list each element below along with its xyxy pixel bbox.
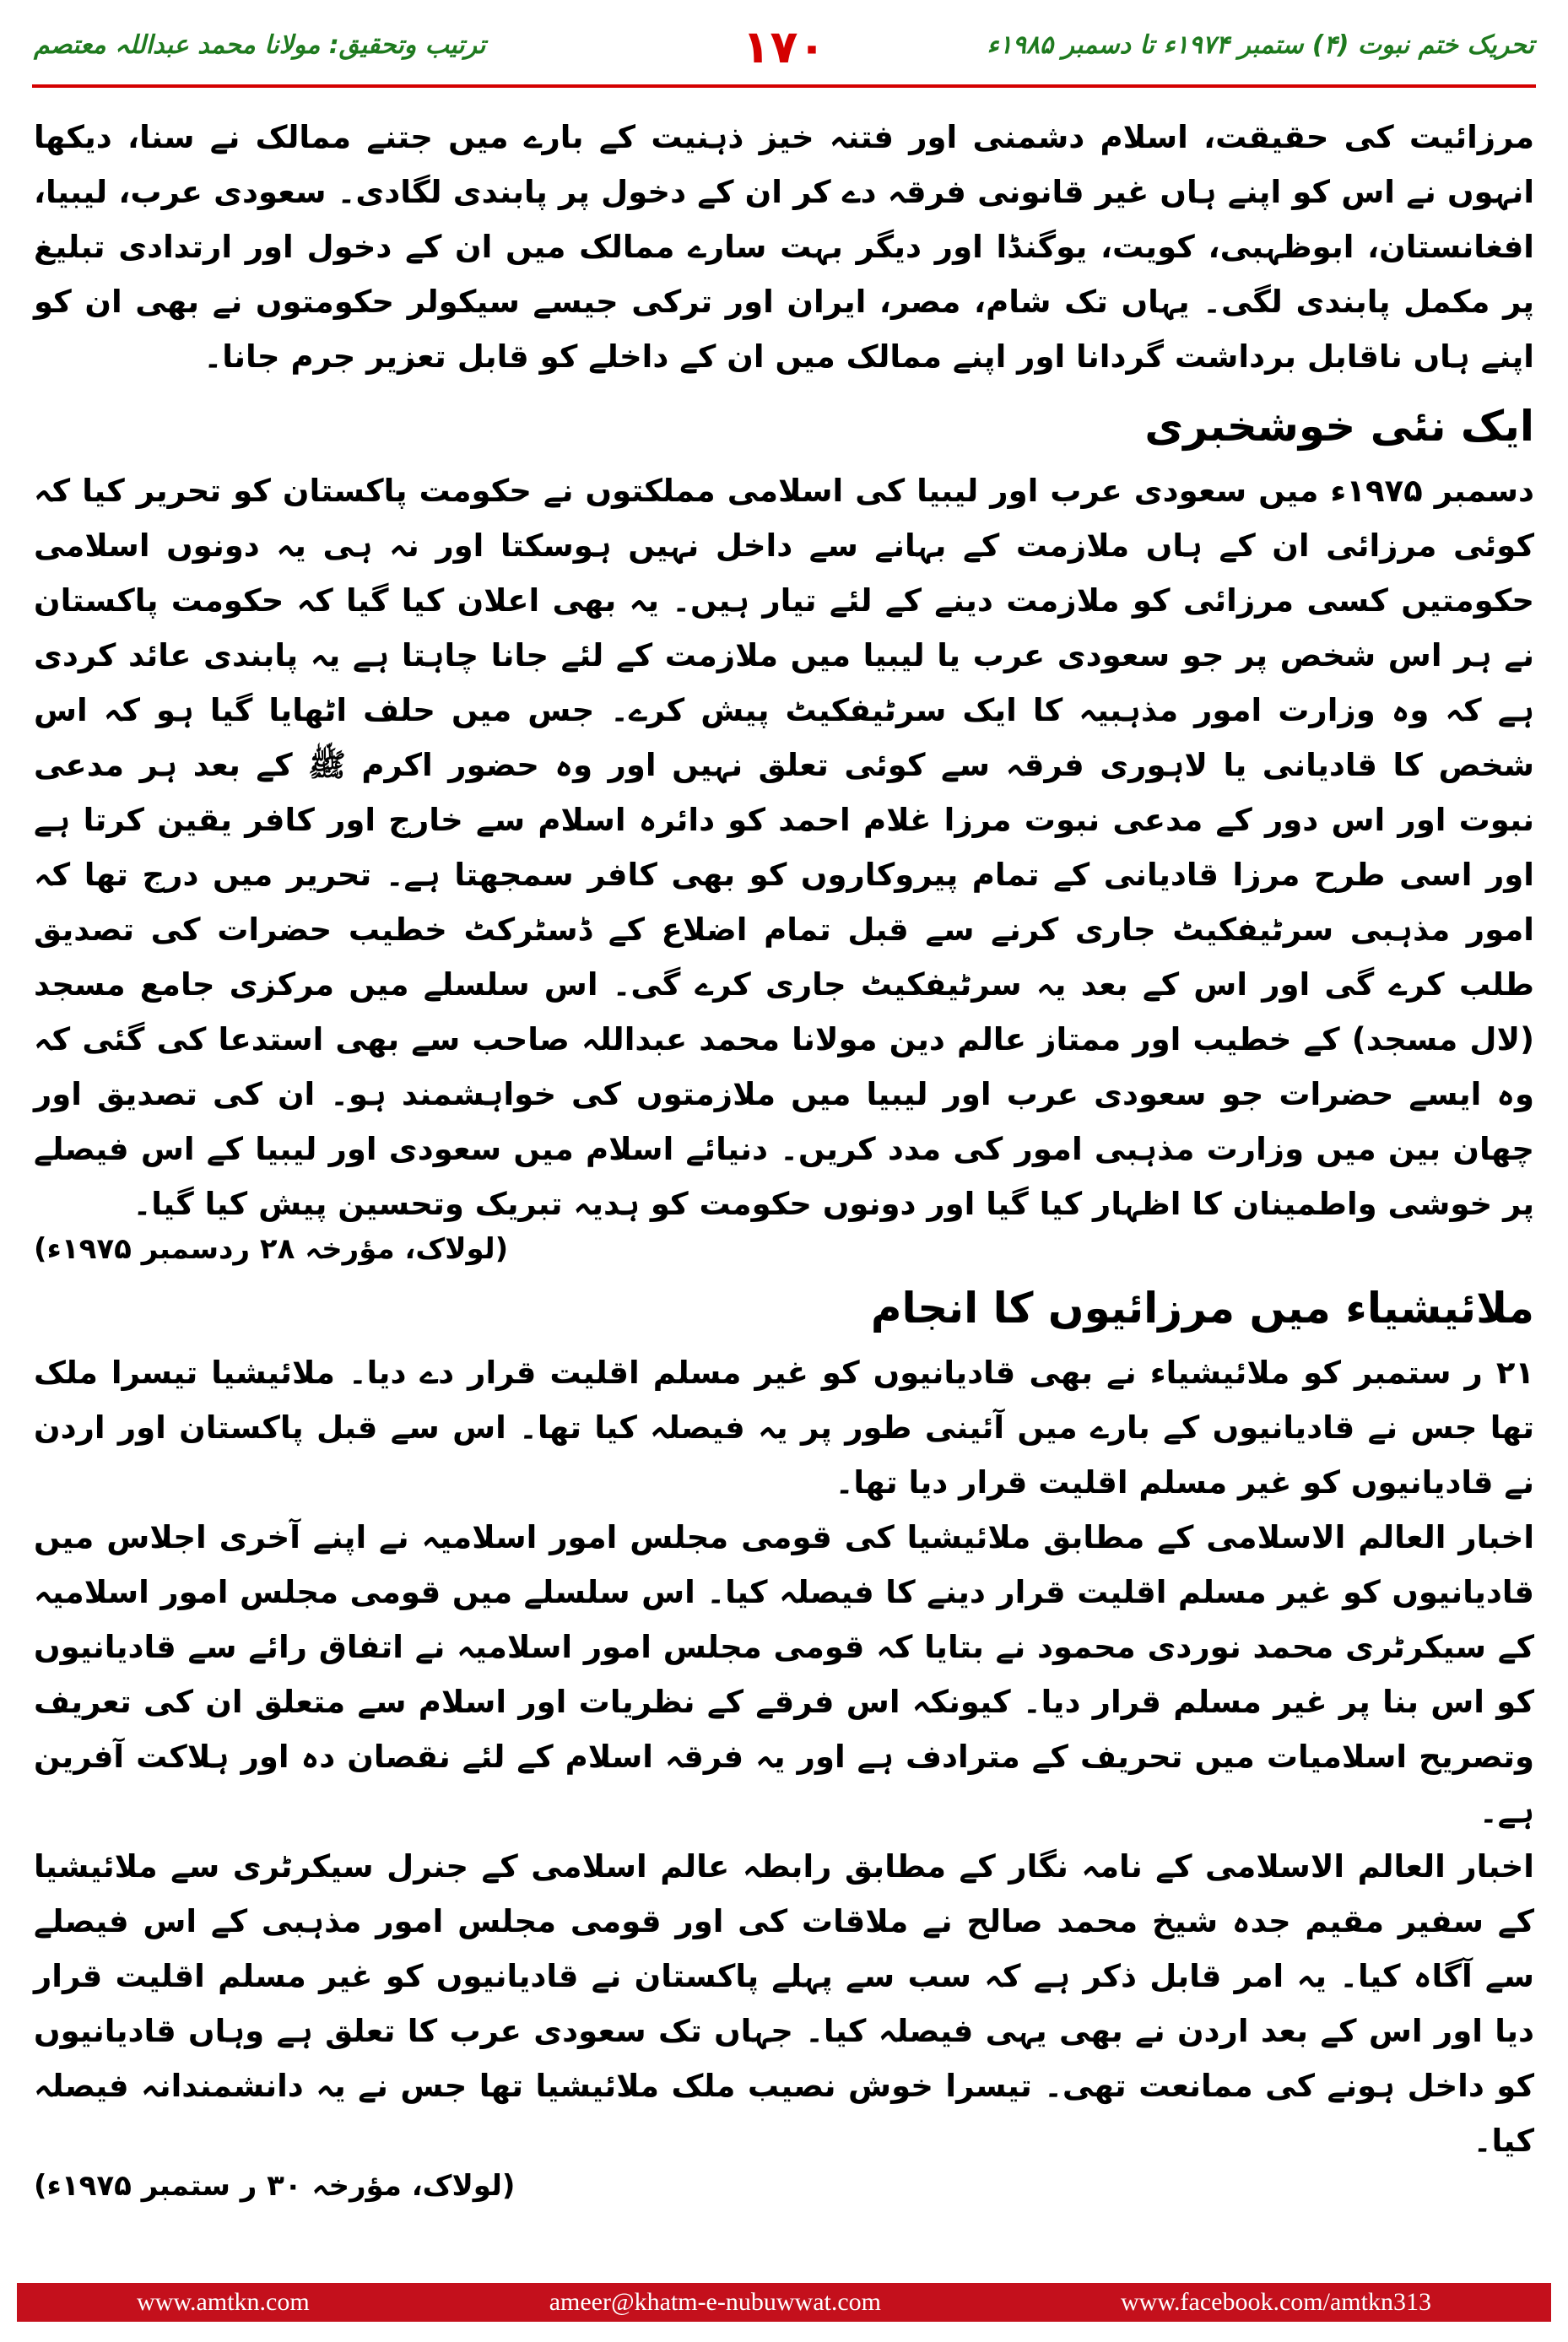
citation-laulak-dec: (لولاک، مؤرخہ ۲۸ ردسمبر ۱۹۷۵ء) bbox=[34, 1232, 509, 1266]
citation-laulak-sep: (لولاک، مؤرخہ ۳۰ ر ستمبر ۱۹۷۵ء) bbox=[34, 2169, 516, 2203]
paragraph-ambassador: اخبار العالم الاسلامی کے نامہ نگار کے مطابق رابطہ عالم اسلامی کے جنرل سیکرٹری سے ملائیشیا کے سفیر مقیم جدہ شیخ محمد صالح نے ملاقات کی اور قومی مجلس امور مذہبی کے اس فیصلے سے آگاہ کیا۔ یہ امر قابل ذکر ہے کہ سب سے پہلے پاکستان نے قادیانیوں کو غیر مسلم اقلیت قرار دیا اور اس کے بعد اردن نے بھی یہی فیصلہ کیا۔ جہاں تک سعودی عرب کا تعلق ہے وہاں قادیانیوں کو داخل ہونے کی ممانعت تھی۔ تیسرا خوش نصیب ملک ملائیشیا تھا جس نے یہ دانشمندانہ فیصلہ کیا۔ bbox=[34, 1848, 1534, 2159]
book-title: تحریک ختم نبوت (۴) ستمبر ۱۹۷۴ء تا دسمبر ۱۹۸۵ء bbox=[987, 30, 1534, 60]
section-heading-good-news: ایک نئی خوشخبری bbox=[1144, 402, 1534, 451]
page-header bbox=[34, 20, 1534, 76]
citation-row-2 bbox=[34, 2168, 1534, 2203]
footer-bar bbox=[17, 2283, 1551, 2322]
paragraph-saudi-libya: دسمبر ۱۹۷۵ء میں سعودی عرب اور لیبیا کی اسلامی مملکتوں نے حکومت پاکستان کو تحریر کیا کہ کوئی مرزائی ان کے ہاں ملازمت کے بہانے سے داخل نہیں ہوسکتا اور نہ ہی یہ دونوں اسلامی حکومتیں کسی مرزائی کو ملازمت دینے کے لئے تیار ہیں۔ یہ بھی اعلان کیا گیا کہ حکومت پاکستان نے ہر اس شخص پر جو سعودی عرب یا لیبیا میں ملازمت کے لئے جانا چاہتا ہے یہ پابندی عائد کردی ہے کہ وہ وزارت امور مذہبیہ کا ایک سرٹیفکیٹ پیش کرے۔ جس میں حلف اٹھایا گیا ہو کہ اس شخص کا قادیانی یا لاہوری فرقہ سے کوئی تعلق نہیں اور وہ حضور اکرم ﷺ کے بعد ہر مدعی نبوت اور اس دور کے مدعی نبوت مرزا غلام احمد کو دائرہ اسلام سے خارج اور کافر یقین کرتا ہے اور اسی طرح مرزا قادیانی کے تمام پیروکاروں کو بھی کافر سمجھتا ہے۔ تحریر میں درج تھا کہ امور مذہبی سرٹیفکیٹ جاری کرنے سے قبل تمام اضلاع کے ڈسٹرکٹ خطیب حضرات کی تصدیق طلب کرے گی اور اس کے بعد یہ سرٹیفکیٹ جاری کرے گی۔ اس سلسلے میں مرکزی جامع مسجد (لال مسجد) کے خطیب اور ممتاز عالم دین مولانا محمد عبداللہ صاحب سے بھی استدعا کی گئی کہ وہ ایسے حضرات جو سعودی عرب اور لیبیا میں ملازمتوں کی خواہشمند ہو۔ ان کی تصدیق اور چھان بین میں وزارت مذہبی امور کی مدد کریں۔ دنیائے اسلام میں سعودی اور لیبیا کے اس فیصلے پر خوشی واطمینان کا اظہار کیا گیا اور دونوں حکومت کو ہدیہ تبریک وتحسین پیش کیا گیا۔ bbox=[34, 473, 1535, 1222]
facebook-link[interactable]: www.facebook.com/amtkn313 bbox=[1121, 2288, 1431, 2316]
paragraph-akhbar-report: اخبار العالم الاسلامی کے مطابق ملائیشیا کی قومی مجلس امور اسلامیہ نے اپنے آخری اجلاس میں قادیانیوں کو غیر مسلم اقلیت قرار دینے کا فیصلہ کیا۔ اس سلسلے میں قومی مجلس امور اسلامیہ کے سیکرٹری محمد نوردی محمود نے بتایا کہ قومی مجلس امور اسلامیہ نے اتفاق رائے سے قادیانیوں کو اس بنا پر غیر مسلم قرار دیا۔ کیونکہ اس فرقے کے نظریات اور اسلام سے متعلق ان کی تعریف وتصریح اسلامیات میں تحریف کے مترادف ہے اور یہ فرقہ اسلام کے لئے نقصان دہ اور ہلاکت آفرین ہے۔ bbox=[34, 1519, 1534, 1830]
page-content bbox=[34, 110, 1534, 2203]
paragraph-malaysia-decision: ۲۱ ر ستمبر کو ملائیشیاء نے بھی قادیانیوں کو غیر مسلم اقلیت قرار دے دیا۔ ملائیشیا تیسرا ملک تھا جس نے قادیانیوں کے بارے میں آئینی طور پر یہ فیصلہ کیا تھا۔ اس سے قبل پاکستان اور اردن نے قادیانیوں کو غیر مسلم اقلیت قرار دیا تھا۔ bbox=[34, 1355, 1534, 1501]
paragraph-intro: مرزائیت کی حقیقت، اسلام دشمنی اور فتنہ خیز ذہنیت کے بارے میں جتنے ممالک نے سنا، دیکھا انہوں نے اس کو اپنے ہاں غیر قانونی فرقہ دے کر ان کے دخول پر پابندی لگادی۔ سعودی عرب، لیبیا، افغانستان، ابوظہبی، کویت، یوگنڈا اور دیگر بہت سارے ممالک میں ان کے دخول اور ارتدادی تبلیغ پر مکمل پابندی لگی۔ یہاں تک شام، مصر، ایران اور ترکی جیسے سیکولر حکومتوں نے بھی ان کو اپنے ہاں ناقابل برداشت گردانا اور اپنے ممالک میں ان کے داخلے کو قابل تعزیر جرم جانا۔ bbox=[34, 119, 1534, 375]
citation-row-1 bbox=[34, 1231, 1534, 1266]
header-divider bbox=[32, 84, 1536, 88]
email-link[interactable]: ameer@khatm-e-nubuwwat.com bbox=[549, 2288, 881, 2316]
section-heading-malaysia: ملائیشیاء میں مرزائیوں کا انجام bbox=[870, 1284, 1534, 1333]
page-number: ۱۷۰ bbox=[742, 20, 826, 73]
compiler-credit: ترتیب وتحقیق: مولانا محمد عبداللہ معتصم bbox=[34, 30, 486, 60]
website-link[interactable]: www.amtkn.com bbox=[137, 2288, 310, 2316]
